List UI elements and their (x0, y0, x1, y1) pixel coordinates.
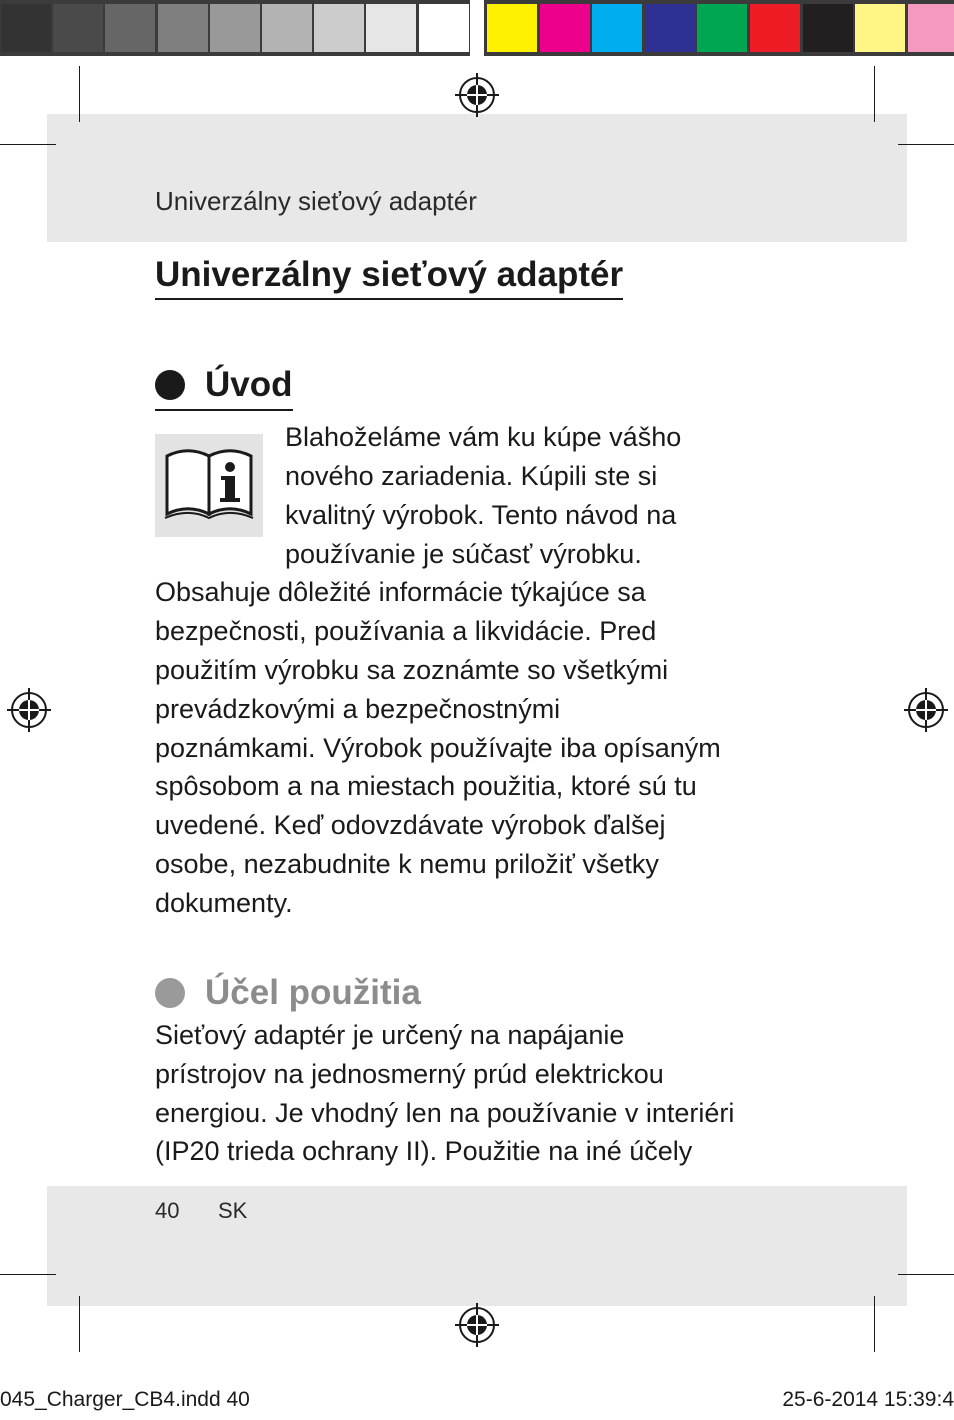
color-swatch (750, 4, 800, 52)
page-title: Univerzálny sieťový adaptér (155, 254, 623, 300)
body-text-line: bezpečnosti, používania a likvidácie. Pred (155, 616, 657, 646)
body-text-line: dokumenty. (155, 888, 293, 918)
registration-crosshair-icon (904, 688, 948, 732)
crop-mark-top-right-vertical (874, 66, 875, 122)
body-text-line: použitím výrobku sa zoznámte so všetkými (155, 655, 669, 685)
body-text-line: spôsobom a na miestach použitia, ktoré sú tu (155, 771, 697, 801)
crop-mark-top-left-horizontal (0, 144, 56, 145)
info-book-icon (155, 434, 263, 537)
language-code: SK (218, 1198, 248, 1223)
color-swatch (540, 4, 590, 52)
body-text-line: Blahoželáme vám ku kúpe vášho (285, 422, 682, 452)
color-swatch (803, 4, 853, 52)
grayscale-swatch (210, 4, 260, 52)
crop-mark-bottom-right-horizontal (898, 1274, 954, 1275)
body-text-line: poznámkami. Výrobok používajte iba opísaným (155, 733, 721, 763)
crop-mark-top-left-vertical (79, 66, 80, 122)
grayscale-swatch (262, 4, 312, 52)
body-text-line: Obsahuje dôležité informácie týkajúce sa (155, 577, 646, 607)
color-swatch (855, 4, 905, 52)
grayscale-swatch (1, 4, 51, 52)
color-swatch (487, 4, 537, 52)
section-heading-uvod (155, 364, 293, 411)
color-swatch (908, 4, 954, 52)
registration-crosshair-icon (455, 1303, 499, 1347)
section-heading-ucel-pouzitia (155, 972, 421, 1014)
section-heading-text: Úvod (205, 365, 293, 404)
color-swatch (697, 4, 747, 52)
body-text-line: osobe, nezabudnite k nemu priložiť všetky (155, 849, 659, 879)
registration-crosshair-icon (455, 73, 499, 117)
color-swatch (645, 4, 695, 52)
color-calibration-bar (0, 0, 954, 56)
body-text-line: používanie je súčasť výrobku. (285, 539, 642, 569)
crop-mark-bottom-right-vertical (874, 1296, 875, 1352)
grayscale-swatch (158, 4, 208, 52)
crop-mark-top-right-horizontal (898, 144, 954, 145)
bullet-icon (155, 978, 185, 1008)
grayscale-swatch (105, 4, 155, 52)
running-head: Univerzálny sieťový adaptér (155, 186, 477, 216)
body-text-line: kvalitný výrobok. Tento návod na (285, 500, 677, 530)
crop-mark-bottom-left-horizontal (0, 1274, 56, 1275)
slug-date-time: 25-6-2014 15:39:4 (782, 1388, 954, 1411)
page-number: 40 (155, 1198, 180, 1223)
body-text-line: uvedené. Keď odovzdávate výrobok ďalšej (155, 810, 666, 840)
body-text-line: nového zariadenia. Kúpili ste si (285, 461, 658, 491)
body-text-line: (IP20 trieda ochrany II). Použitie na iné účely (155, 1136, 693, 1166)
grayscale-swatch (366, 4, 416, 52)
grayscale-swatch (314, 4, 364, 52)
bullet-icon (155, 370, 185, 400)
registration-crosshair-icon (7, 688, 51, 732)
grayscale-swatch (419, 4, 469, 52)
body-text-line: prevádzkovými a bezpečnostnými (155, 694, 561, 724)
color-swatch (592, 4, 642, 52)
grayscale-swatch (53, 4, 103, 52)
body-text-line: Sieťový adaptér je určený na napájanie (155, 1020, 625, 1050)
body-text-line: prístrojov na jednosmerný prúd elektrickou (155, 1059, 664, 1089)
header-band (47, 114, 907, 242)
section-heading-text: Účel použitia (205, 973, 421, 1012)
slug-file-name: 045_Charger_CB4.indd 40 (0, 1388, 250, 1411)
body-text-line: energiou. Je vhodný len na používanie v interiéri (155, 1098, 735, 1128)
crop-mark-bottom-left-vertical (79, 1296, 80, 1352)
